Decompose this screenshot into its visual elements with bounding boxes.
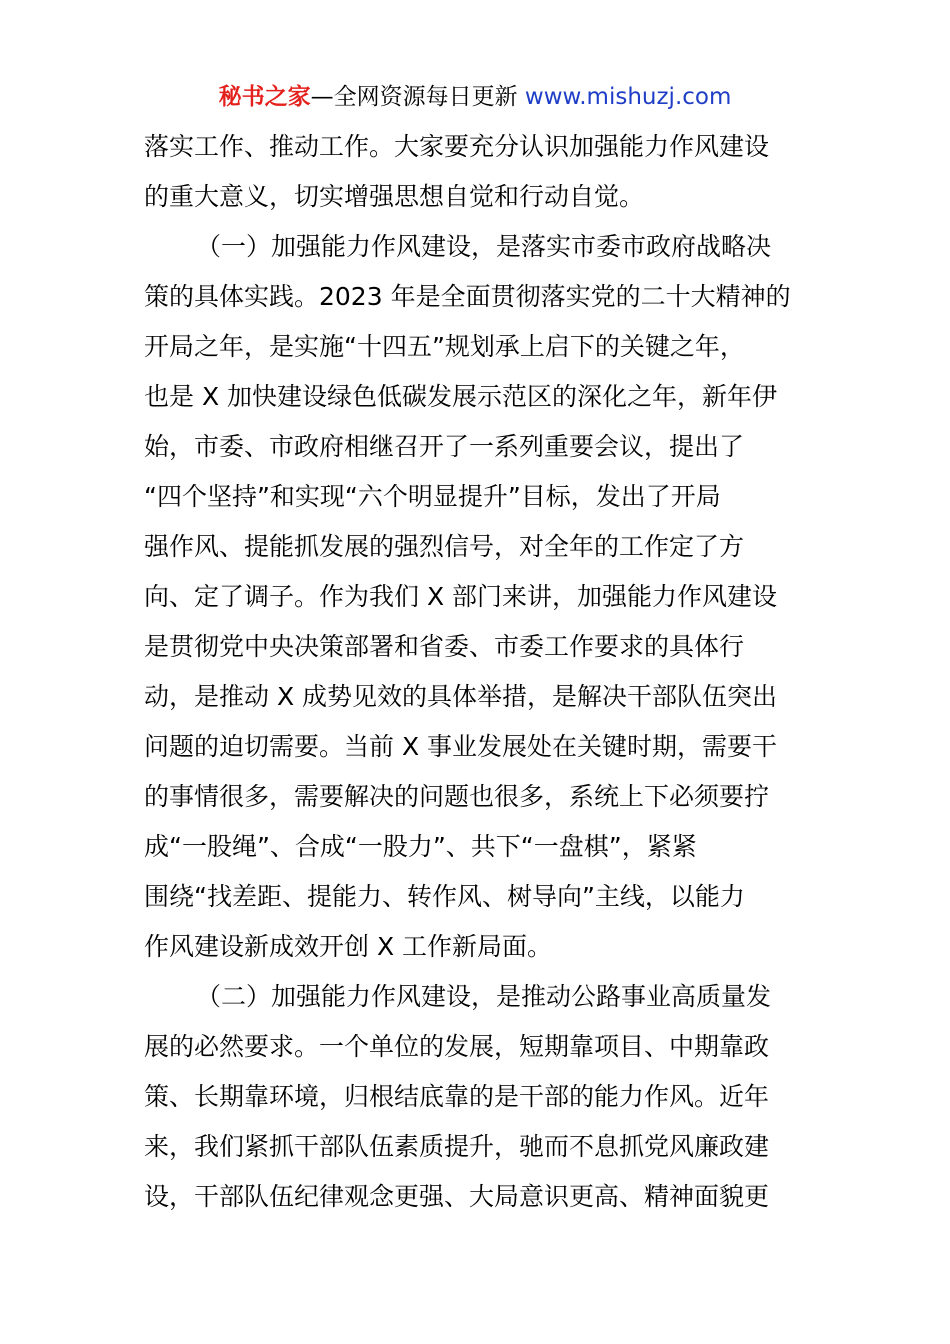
- text-line: 始，市委、市政府相继召开了一系列重要会议，提出了: [144, 432, 745, 461]
- text-line: 来，我们紧抓干部队伍素质提升，驰而不息抓党风廉政建: [144, 1132, 770, 1161]
- text-line: 成“一股绳”、合成“一股力”、共下“一盘棋”，紧紧: [144, 832, 697, 861]
- section-heading-line: （一）加强能力作风建设，是落实市委市政府战略决: [196, 232, 772, 261]
- site-url-link[interactable]: www.mishuzj.com: [524, 84, 732, 110]
- page-header: [0, 80, 950, 114]
- text-line: 强作风、提能抓发展的强烈信号，对全年的工作定了方: [144, 532, 745, 561]
- text-line: “四个坚持”和实现“六个明显提升”目标，发出了开局: [144, 482, 721, 511]
- text-line: 作风建设新成效开创 X 工作新局面。: [144, 932, 553, 961]
- text-line: 是贯彻党中央决策部署和省委、市委工作要求的具体行: [144, 632, 745, 661]
- document-body: [144, 122, 824, 1222]
- text-line: 问题的迫切需要。当前 X 事业发展处在关键时期，需要干: [144, 732, 778, 761]
- text-line: 设，干部队伍纪律观念更强、大局意识更高、精神面貌更: [144, 1182, 770, 1211]
- site-brand: 秘书之家: [218, 84, 311, 110]
- site-tagline: —全网资源每日更新: [310, 84, 525, 110]
- section-heading-line: （二）加强能力作风建设，是推动公路事业高质量发: [196, 982, 772, 1011]
- text-line: 展的必然要求。一个单位的发展，短期靠项目、中期靠政: [144, 1032, 770, 1061]
- text-line: 动，是推动 X 成势见效的具体举措，是解决干部队伍突出: [144, 682, 778, 711]
- text-line: 策的具体实践。2023 年是全面贯彻落实党的二十大精神的: [144, 282, 791, 311]
- text-line: 的重大意义，切实增强思想自觉和行动自觉。: [144, 182, 645, 211]
- text-line: 开局之年，是实施“十四五”规划承上启下的关键之年，: [144, 332, 745, 361]
- text-line: 落实工作、推动工作。大家要充分认识加强能力作风建设: [144, 132, 770, 161]
- text-line: 也是 X 加快建设绿色低碳发展示范区的深化之年，新年伊: [144, 382, 778, 411]
- text-line: 的事情很多，需要解决的问题也很多，系统上下必须要拧: [144, 782, 770, 811]
- text-line: 向、定了调子。作为我们 X 部门来讲，加强能力作风建设: [144, 582, 778, 611]
- text-line: 围绕“找差距、提能力、转作风、树导向”主线，以能力: [144, 882, 745, 911]
- text-line: 策、长期靠环境，归根结底靠的是干部的能力作风。近年: [144, 1082, 770, 1111]
